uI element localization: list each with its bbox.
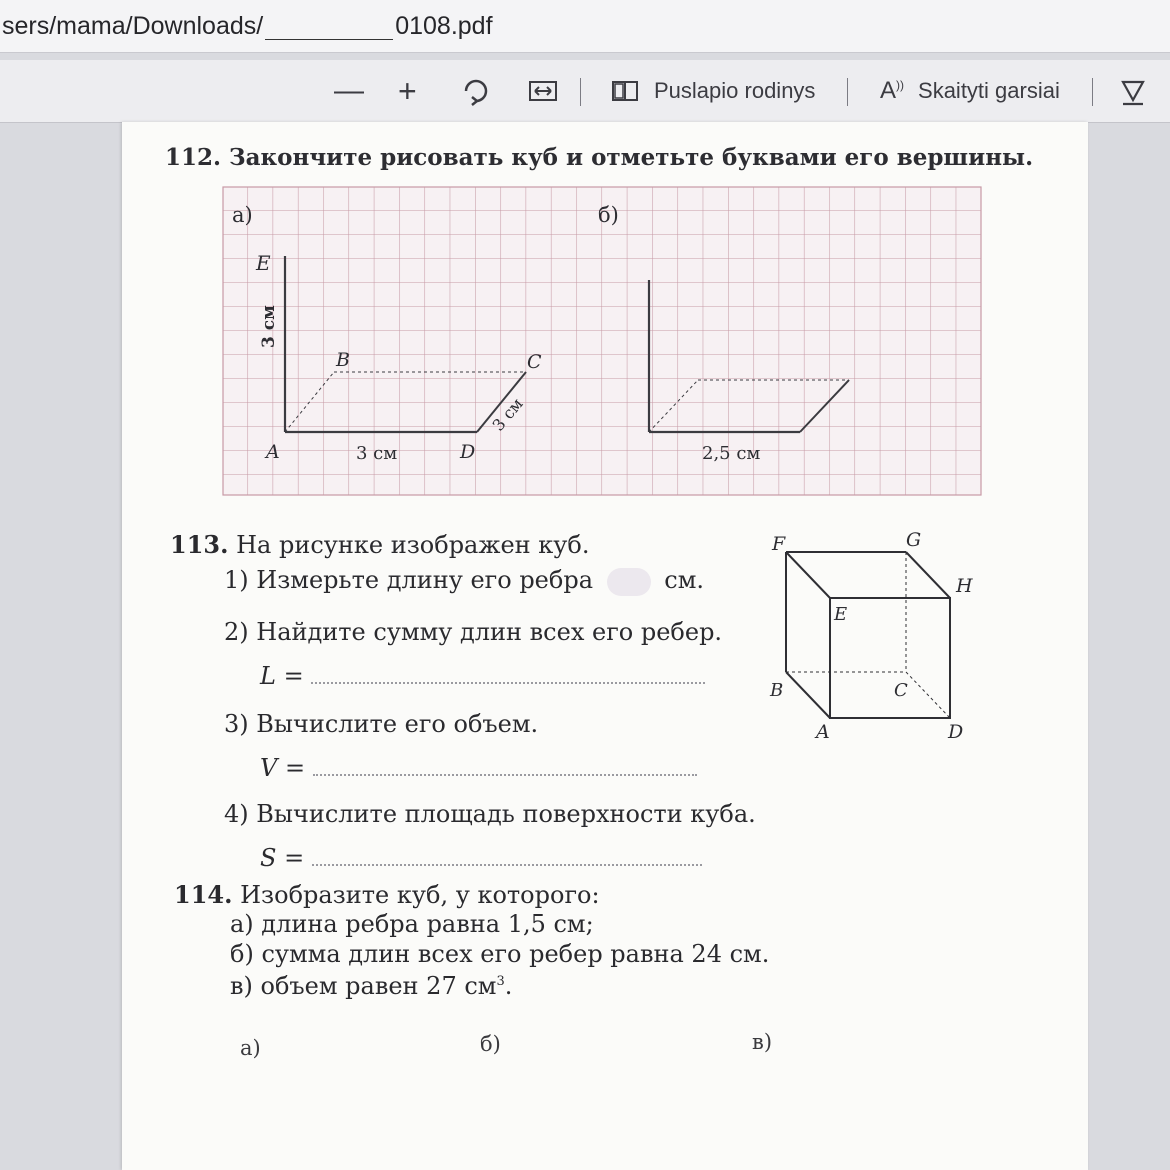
vertex-c-label: C: [527, 351, 542, 373]
depth-label: 3 см: [488, 394, 527, 435]
draw-icon: [1118, 76, 1148, 106]
question-3: 3) Вычислите его объем.: [224, 710, 539, 738]
cube-vertex-e: E: [834, 604, 848, 625]
plus-icon: +: [398, 72, 417, 109]
zoom-out-button[interactable]: [334, 72, 364, 110]
answer-line-s[interactable]: S =: [260, 844, 702, 872]
question-2: 2) Найдите сумму длин всех его ребер.: [224, 618, 723, 646]
figure-a-label: а): [232, 203, 253, 227]
width-label: 3 см: [356, 443, 398, 464]
vertex-a-label: A: [266, 441, 280, 463]
toolbar-divider: [847, 78, 848, 106]
cube-vertex-c: C: [894, 680, 908, 701]
address-bar[interactable]: [0, 0, 1170, 53]
answer-line-l[interactable]: L =: [260, 662, 705, 690]
path-underline: [265, 13, 393, 40]
fit-width-button[interactable]: [528, 72, 558, 110]
vertex-d-label: D: [460, 441, 476, 463]
answer-area-a-label: а): [240, 1036, 261, 1060]
file-name: 0108.pdf: [395, 11, 493, 40]
cube-drawing: [786, 552, 950, 718]
read-aloud-label: Skaityti garsiai: [918, 78, 1060, 103]
cube-vertex-a: A: [816, 721, 830, 742]
exercise-114-title: 114. Изобразите куб, у которого:: [174, 880, 600, 909]
cube-figure: [762, 532, 982, 742]
answer-field-1[interactable]: [607, 568, 651, 596]
read-aloud-icon: A)): [880, 77, 905, 104]
pdf-page[interactable]: [122, 122, 1088, 1170]
fit-width-icon: [528, 79, 558, 103]
exercise-114-item-b: б) сумма длин всех его ребер равна 24 см.: [230, 940, 770, 968]
cube-vertex-f: F: [772, 533, 786, 555]
rotate-button[interactable]: [460, 72, 492, 110]
exercise-114-item-a: а) длина ребра равна 1,5 см;: [230, 910, 594, 938]
dotted-line: [312, 846, 702, 866]
toolbar-divider: [1092, 78, 1093, 106]
answer-line-v[interactable]: V =: [260, 754, 697, 782]
vertex-e-label: E: [256, 251, 271, 275]
pdf-toolbar: [0, 60, 1170, 123]
cube-vertex-b: B: [770, 680, 784, 701]
file-path: sers/mama/Downloads/: [2, 11, 264, 40]
dotted-line: [313, 756, 697, 776]
exercise-112-figure: [222, 186, 982, 498]
rotate-icon: [460, 75, 492, 107]
cube-vertex-h: H: [956, 575, 973, 597]
read-aloud-button[interactable]: [880, 72, 1060, 110]
answer-area-b-label: б): [480, 1032, 501, 1056]
answer-area-c-label: в): [752, 1030, 773, 1054]
exercise-114-item-c: в) объем равен 27 $см^3$.: [230, 972, 513, 1000]
zoom-in-button[interactable]: [398, 72, 417, 110]
question-4: 4) Вычислите площадь поверхности куба.: [224, 800, 756, 828]
figure-b-label: б): [598, 203, 619, 227]
toolbar-divider: [580, 78, 581, 106]
question-1: 1) Измерьте длину его ребра см.: [224, 566, 705, 594]
page-view-icon: [610, 78, 640, 104]
draw-button[interactable]: [1118, 72, 1148, 110]
dotted-line: [311, 664, 705, 684]
height-label: 3 см: [259, 305, 279, 348]
exercise-112-title: 112. Закончите рисовать куб и отметьте буквами его вершины.: [165, 144, 1034, 171]
minus-icon: —: [334, 74, 364, 107]
cube-vertex-g: G: [906, 532, 922, 551]
cube-vertex-d: D: [948, 721, 964, 742]
page-view-label: Puslapio rodinys: [654, 78, 816, 103]
page-view-button[interactable]: [610, 72, 815, 110]
exercise-113-title: 113. На рисунке изображен куб.: [170, 530, 590, 559]
figure-b-width-label: 2,5 см: [702, 443, 761, 464]
vertex-b-label: B: [336, 349, 350, 371]
